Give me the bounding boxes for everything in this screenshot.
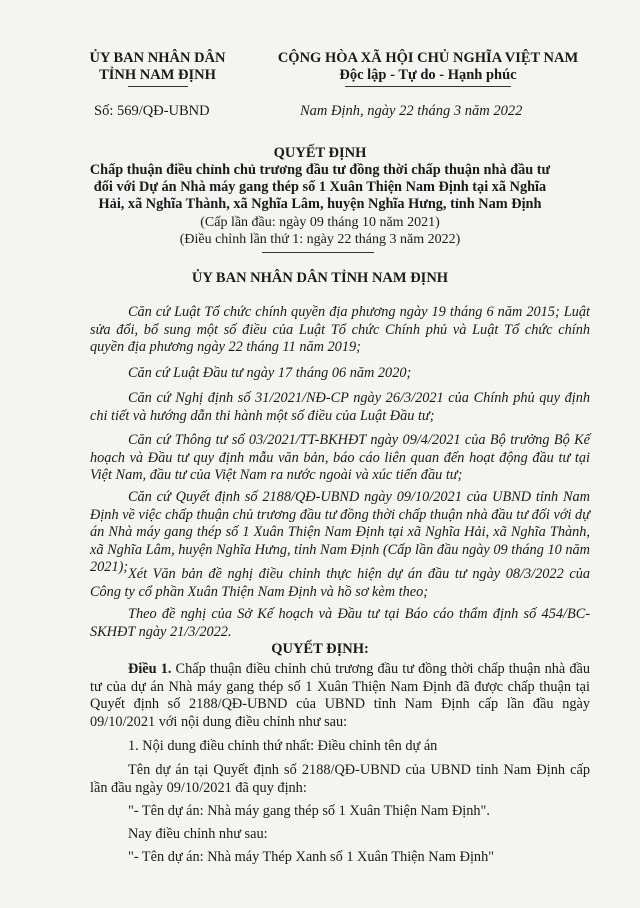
item-line: "- Tên dự án: Nhà máy gang thép số 1 Xuân Thiện Nam Định".	[128, 803, 490, 819]
subject-line: Chấp thuận điều chỉnh chủ trương đầu tư đồng thời chấp thuận nhà đầu tư	[89, 162, 551, 178]
item-line: Nay điều chỉnh như sau:	[128, 826, 268, 842]
issuing-authority-block	[70, 50, 245, 84]
article-1-label: Điều 1.	[128, 661, 172, 677]
item-line: 1. Nội dung điều chỉnh thứ nhất: Điều chỉnh tên dự án	[128, 738, 438, 754]
item-line: Tên dự án tại Quyết định số 2188/QĐ-UBND của UBND tỉnh Nam Định cấp lần đầu ngày 09/10/2021 đã quy định:	[90, 762, 590, 796]
adjustment-note: (Điều chỉnh lần thứ 1: ngày 22 tháng 3 năm 2022)	[179, 232, 461, 247]
title-underline	[262, 252, 374, 253]
subject-block	[70, 162, 570, 213]
article-1	[90, 661, 590, 731]
document-number: Số: 569/QĐ-UBND	[94, 103, 210, 119]
issuing-authority-line1: ỦY BAN NHÂN DÂN	[89, 50, 226, 66]
motto: Độc lập - Tự do - Hạnh phúc	[339, 67, 517, 83]
basis-paragraph: Căn cứ Luật Đầu tư ngày 17 tháng 06 năm 2020;	[128, 365, 412, 381]
first-issue-note: (Cấp lần đầu: ngày 09 tháng 10 năm 2021)	[200, 215, 440, 230]
national-motto-block	[248, 50, 608, 84]
basis-paragraph: Căn cứ Nghị định số 31/2021/NĐ-CP ngày 26/3/2021 của Chính phủ quy định chi tiết và hướng dẫn thi hành một số điều của Luật Đầu tư;	[90, 390, 590, 424]
subject-line: đối với Dự án Nhà máy gang thép số 1 Xuân Thiện Nam Định tại xã Nghĩa	[93, 179, 547, 195]
article-1-text: Chấp thuận điều chỉnh chủ trương đầu tư đồng thời chấp thuận nhà đầu tư của dự án Nhà máy gang thép số 1 Xuân Thiện Nam Định đã được chấp thuận tại Quyết định số 2188/QĐ-UBND của UBND tỉnh Nam Định cấp lần đầu ngày 09/10/2021 với nội dung điều chỉnh như sau:	[90, 661, 590, 730]
basis-paragraph: Theo đề nghị của Sở Kế hoạch và Đầu tư tại Báo cáo thẩm định số 454/BC-SKHĐT ngày 21/3/2022.	[90, 606, 590, 640]
basis-paragraph: Căn cứ Thông tư số 03/2021/TT-BKHĐT ngày 09/4/2021 của Bộ trưởng Bộ Kế hoạch và Đầu tư quy định mẫu văn bản, báo cáo liên quan đến hoạt động đầu tư tại Việt Nam, đầu tư của Việt Nam ra nước ngoài và xúc tiến đầu tư;	[90, 432, 590, 483]
basis-paragraph: Xét Văn bản đề nghị điều chỉnh thực hiện dự án đầu tư ngày 08/3/2022 của Công ty cổ phần Xuân Thiện Nam Định và hồ sơ kèm theo;	[90, 566, 590, 600]
place-date: Nam Định, ngày 22 tháng 3 năm 2022	[300, 103, 523, 119]
authority-underline	[128, 86, 188, 87]
decision-heading: QUYẾT ĐỊNH:	[271, 641, 369, 657]
basis-paragraph: Căn cứ Quyết định số 2188/QĐ-UBND ngày 09/10/2021 của UBND tỉnh Nam Định về việc chấp thuận chủ trương đầu tư đồng thời chấp thuận nhà đầu tư đối với dự án Nhà máy gang thép số 1 Xuân Thiện Nam Định tại xã Nghĩa Hải, xã Nghĩa Thành, xã Nghĩa Lâm, huyện Nghĩa Hưng, tỉnh Nam Định (Cấp lần đầu ngày 09 tháng 10 năm 2021);	[90, 489, 590, 575]
authority-heading: ỦY BAN NHÂN DÂN TỈNH NAM ĐỊNH	[191, 270, 449, 286]
subject-line: Hải, xã Nghĩa Thành, xã Nghĩa Lâm, huyện Nghĩa Hưng, tỉnh Nam Định	[98, 196, 542, 212]
item-line: "- Tên dự án: Nhà máy Thép Xanh số 1 Xuân Thiện Nam Định"	[128, 849, 495, 865]
nation-name: CỘNG HÒA XÃ HỘI CHỦ NGHĨA VIỆT NAM	[277, 50, 579, 66]
basis-paragraph: Căn cứ Luật Tổ chức chính quyền địa phương ngày 19 tháng 6 năm 2015; Luật sửa đổi, bổ sung một số điều của Luật Tổ chức Chính phủ và Luật Tổ chức chính quyền địa phương ngày 22 tháng 11 năm 2019;	[90, 304, 590, 355]
motto-underline	[345, 86, 511, 87]
document-type-title: QUYẾT ĐỊNH	[273, 145, 367, 161]
issuing-authority-line2: TỈNH NAM ĐỊNH	[99, 67, 216, 83]
